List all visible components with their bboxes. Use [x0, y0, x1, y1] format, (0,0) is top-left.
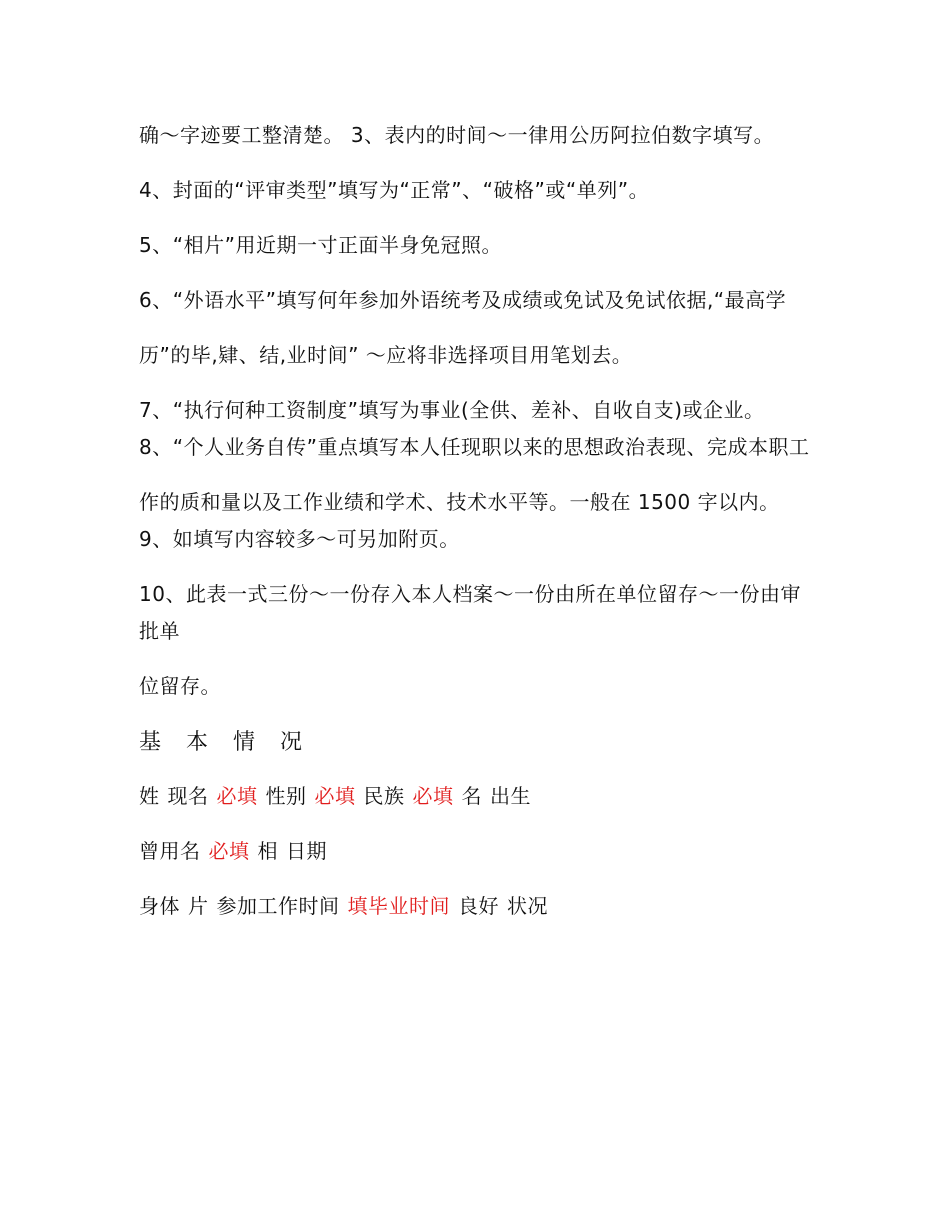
document-body: [139, 117, 819, 943]
form-row-health: [139, 888, 819, 925]
paragraph-7: 作的质和量以及工作业绩和学术、技术水平等。一般在 1500 字以内。 9、如填写内容较多～可另加附页。: [139, 490, 780, 551]
form-row-former-name: [139, 833, 819, 870]
label-good: 良好: [458, 894, 499, 918]
work-start-field[interactable]: 填毕业时间: [347, 894, 450, 918]
paragraph-1: 确～字迹要工整清楚。 3、表内的时间～一律用公历阿拉伯数字填写。: [139, 123, 775, 147]
label-status: 状况: [507, 894, 548, 918]
label-work-start: 参加工作时间: [216, 894, 340, 918]
former-name-field[interactable]: 必填: [208, 839, 250, 863]
label-body: 身体: [139, 894, 180, 918]
label-photo-tail: 片: [188, 894, 209, 918]
section-heading: 基 本 情 况: [139, 730, 311, 755]
label-birth: 出生: [490, 784, 531, 808]
label-photo-part: 相: [257, 839, 278, 863]
form-row-name: [139, 778, 819, 815]
label-former-name: 曾用名: [139, 839, 201, 863]
label-ethnicity: 民族: [363, 784, 405, 808]
label-name: 姓: [139, 784, 160, 808]
paragraph-9: 位留存。: [139, 674, 221, 698]
paragraph-8: 10、此表一式三份～一份存入本人档案～一份由所在单位留存～一份由审批单: [139, 582, 801, 643]
paragraph-2: 4、封面的“评审类型”填写为“正常”、“破格”或“单列”。: [139, 178, 650, 202]
gender-field[interactable]: 必填: [314, 784, 356, 808]
paragraph-6: 7、“执行何种工资制度”填写为事业(全供、差补、自收自支)或企业。 8、“个人业务自传”重点填写本人任现职以来的思想政治表现、完成本职工: [139, 398, 810, 459]
label-current-name: 现名: [167, 784, 209, 808]
ethnicity-field[interactable]: 必填: [412, 784, 454, 808]
paragraph-3: 5、“相片”用近期一寸正面半身免冠照。: [139, 233, 502, 257]
current-name-field[interactable]: 必填: [216, 784, 258, 808]
label-date: 日期: [286, 839, 327, 863]
label-gender: 性别: [265, 784, 307, 808]
paragraph-5: 历”的毕,肄、结,业时间” ～应将非选择项目用笔划去。: [139, 343, 633, 367]
paragraph-4: 6、“外语水平”填写何年参加外语统考及成绩或免试及免试依据,“最高学: [139, 288, 787, 312]
label-name-tail: 名: [461, 784, 482, 808]
